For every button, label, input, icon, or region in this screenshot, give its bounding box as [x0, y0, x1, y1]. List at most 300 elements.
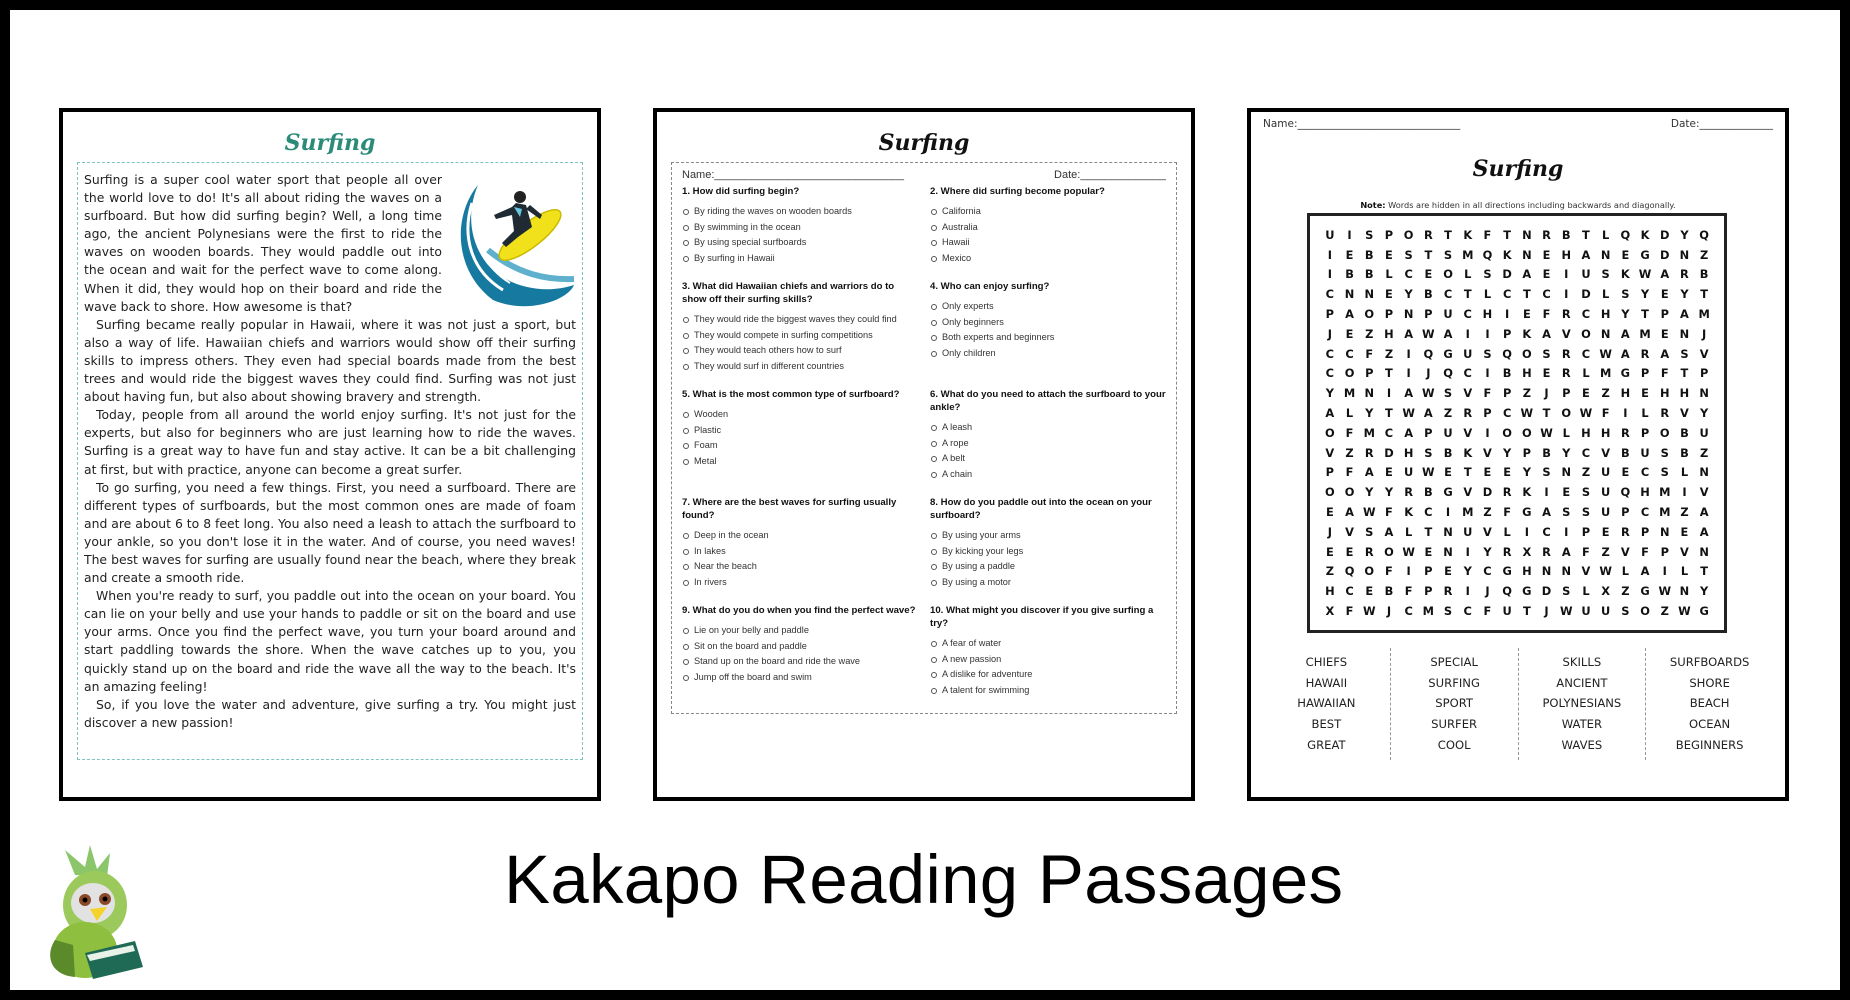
grid-letter[interactable]: M [1639, 326, 1651, 341]
grid-letter[interactable]: U [1699, 425, 1709, 440]
grid-letter[interactable]: C [1404, 267, 1413, 282]
grid-letter[interactable]: O [1344, 366, 1355, 381]
grid-letter[interactable]: G [1640, 584, 1650, 599]
grid-letter[interactable]: N [1600, 247, 1611, 262]
grid-letter[interactable]: K [1522, 485, 1532, 500]
grid-letter[interactable]: L [1385, 267, 1393, 282]
grid-letter[interactable]: J [1485, 584, 1490, 599]
grid-letter[interactable]: D [1660, 227, 1670, 242]
grid-letter[interactable]: N [1541, 564, 1552, 579]
grid-letter[interactable]: F [1345, 425, 1354, 440]
grid-letter[interactable]: A [1699, 505, 1709, 520]
grid-letter[interactable]: S [1660, 445, 1669, 460]
grid-letter[interactable]: W [1599, 564, 1612, 579]
grid-letter[interactable]: C [1424, 505, 1433, 520]
grid-letter[interactable]: I [1465, 584, 1470, 599]
grid-letter[interactable]: V [1325, 445, 1335, 460]
grid-letter[interactable]: U [1581, 267, 1591, 282]
grid-letter[interactable]: A [1522, 267, 1532, 282]
grid-letter[interactable]: R [1364, 445, 1374, 460]
grid-letter[interactable]: X [1325, 604, 1335, 619]
grid-letter[interactable]: G [1443, 346, 1453, 361]
grid-letter[interactable]: B [1424, 287, 1433, 302]
answer-option[interactable]: Only experts [930, 299, 1166, 315]
grid-letter[interactable]: F [1404, 584, 1413, 599]
grid-letter[interactable]: S [1365, 524, 1374, 539]
grid-letter[interactable]: T [1424, 247, 1433, 262]
grid-letter[interactable]: P [1325, 465, 1335, 480]
grid-letter[interactable]: A [1404, 425, 1414, 440]
grid-letter[interactable]: E [1621, 247, 1630, 262]
grid-letter[interactable]: G [1502, 564, 1512, 579]
grid-letter[interactable]: P [1640, 425, 1650, 440]
grid-letter[interactable]: I [1465, 326, 1470, 341]
grid-letter[interactable]: V [1620, 544, 1630, 559]
grid-letter[interactable]: H [1659, 386, 1670, 401]
grid-letter[interactable]: A [1680, 307, 1689, 322]
grid-letter[interactable]: V [1345, 524, 1354, 539]
grid-letter[interactable]: U [1443, 307, 1453, 322]
grid-letter[interactable]: I [1485, 326, 1490, 341]
grid-letter[interactable]: O [1561, 406, 1572, 421]
grid-letter[interactable]: A [1561, 544, 1571, 559]
grid-letter[interactable]: D [1660, 247, 1670, 262]
grid-letter[interactable]: P [1384, 227, 1394, 242]
grid-letter[interactable]: S [1542, 465, 1551, 480]
grid-letter[interactable]: D [1502, 267, 1512, 282]
grid-letter[interactable]: S [1562, 505, 1571, 520]
grid-letter[interactable]: Y [1503, 445, 1512, 460]
grid-letter[interactable]: N [1659, 524, 1670, 539]
grid-letter[interactable]: E [1345, 247, 1354, 262]
grid-letter[interactable]: H [1403, 445, 1414, 460]
grid-letter[interactable]: P [1424, 425, 1433, 440]
answer-option[interactable]: By using a motor [930, 575, 1166, 591]
grid-letter[interactable]: U [1581, 604, 1591, 619]
grid-letter[interactable]: U [1463, 524, 1473, 539]
grid-letter[interactable]: C [1581, 346, 1591, 361]
grid-letter[interactable]: N [1522, 227, 1532, 242]
grid-letter[interactable]: C [1483, 564, 1492, 579]
grid-letter[interactable]: Y [1365, 406, 1374, 421]
grid-letter[interactable]: R [1463, 406, 1473, 421]
grid-letter[interactable]: N [1443, 524, 1453, 539]
grid-letter[interactable]: Y [1621, 307, 1630, 322]
grid-letter[interactable]: J [1386, 604, 1392, 619]
answer-option[interactable]: Plastic [682, 423, 918, 439]
answer-option[interactable]: Stand up on the board and ride the wave [682, 654, 918, 670]
grid-letter[interactable]: D [1581, 287, 1591, 302]
grid-letter[interactable]: C [1542, 287, 1551, 302]
grid-letter[interactable]: N [1699, 386, 1709, 401]
grid-letter[interactable]: T [1463, 287, 1472, 302]
grid-letter[interactable]: E [1444, 564, 1452, 579]
grid-letter[interactable]: T [1522, 604, 1531, 619]
grid-letter[interactable]: V [1699, 346, 1709, 361]
grid-letter[interactable]: E [1503, 465, 1512, 480]
grid-letter[interactable]: F [1345, 604, 1354, 619]
grid-letter[interactable]: R [1561, 307, 1571, 322]
grid-letter[interactable]: H [1600, 307, 1611, 322]
answer-option[interactable]: A dislike for adventure [930, 667, 1166, 683]
grid-letter[interactable]: N [1679, 584, 1690, 599]
grid-letter[interactable]: Z [1325, 564, 1334, 579]
grid-letter[interactable]: I [1465, 544, 1470, 559]
grid-letter[interactable]: L [1562, 425, 1570, 440]
grid-letter[interactable]: L [1680, 465, 1689, 480]
grid-letter[interactable]: T [1385, 366, 1393, 381]
answer-option[interactable]: Australia [930, 220, 1166, 236]
grid-letter[interactable]: Z [1601, 544, 1610, 559]
grid-letter[interactable]: Z [1700, 445, 1709, 460]
grid-letter[interactable]: E [1680, 524, 1689, 539]
answer-option[interactable]: A chain [930, 467, 1166, 483]
grid-letter[interactable]: K [1404, 505, 1414, 520]
answer-option[interactable]: By using special surfboards [682, 235, 918, 251]
grid-letter[interactable]: C [1463, 366, 1472, 381]
grid-letter[interactable]: I [1623, 406, 1628, 421]
grid-letter[interactable]: N [1679, 326, 1690, 341]
grid-letter[interactable]: Y [1325, 386, 1334, 401]
grid-letter[interactable]: E [1542, 247, 1551, 262]
grid-letter[interactable]: D [1482, 485, 1493, 500]
grid-letter[interactable]: B [1680, 425, 1689, 440]
grid-letter[interactable]: Q [1699, 227, 1709, 242]
grid-letter[interactable]: Z [1365, 326, 1374, 341]
grid-letter[interactable]: I [1406, 564, 1411, 579]
grid-letter[interactable]: L [1483, 287, 1492, 302]
grid-letter[interactable]: J [1327, 524, 1332, 539]
grid-letter[interactable]: Y [1384, 485, 1394, 500]
grid-letter[interactable]: Q [1482, 247, 1493, 262]
grid-letter[interactable]: L [1464, 267, 1472, 282]
grid-letter[interactable]: L [1345, 406, 1354, 421]
grid-letter[interactable]: S [1621, 287, 1630, 302]
grid-letter[interactable]: E [1325, 505, 1334, 520]
answer-option[interactable]: A new passion [930, 652, 1166, 668]
grid-letter[interactable]: E [1483, 465, 1492, 480]
grid-letter[interactable]: V [1483, 524, 1492, 539]
grid-letter[interactable]: E [1365, 584, 1374, 599]
grid-letter[interactable]: Y [1522, 465, 1531, 480]
grid-letter[interactable]: E [1660, 287, 1669, 302]
grid-letter[interactable]: M [1698, 307, 1710, 322]
grid-letter[interactable]: I [1682, 485, 1687, 500]
grid-letter[interactable]: E [1562, 485, 1571, 500]
grid-letter[interactable]: V [1581, 564, 1591, 579]
grid-letter[interactable]: S [1581, 505, 1591, 520]
answer-option[interactable]: Near the beach [682, 559, 918, 575]
grid-letter[interactable]: P [1365, 366, 1374, 381]
grid-letter[interactable]: O [1364, 564, 1375, 579]
grid-letter[interactable]: A [1660, 346, 1670, 361]
grid-letter[interactable]: H [1620, 386, 1631, 401]
grid-letter[interactable]: S [1680, 346, 1689, 361]
grid-letter[interactable]: H [1679, 386, 1690, 401]
grid-letter[interactable]: I [1485, 366, 1490, 381]
grid-letter[interactable]: F [1365, 346, 1374, 361]
grid-letter[interactable]: G [1620, 366, 1631, 381]
grid-letter[interactable]: H [1522, 564, 1532, 579]
grid-letter[interactable]: R [1542, 227, 1551, 242]
grid-letter[interactable]: S [1483, 346, 1492, 361]
grid-letter[interactable]: T [1385, 406, 1393, 421]
grid-letter[interactable]: L [1582, 584, 1590, 599]
grid-letter[interactable]: W [1599, 346, 1612, 361]
grid-letter[interactable]: V [1561, 326, 1571, 341]
grid-letter[interactable]: R [1404, 485, 1414, 500]
grid-letter[interactable]: J [1544, 386, 1549, 401]
grid-letter[interactable]: O [1659, 425, 1670, 440]
grid-letter[interactable]: V [1680, 544, 1689, 559]
answer-option[interactable]: Wooden [682, 407, 918, 423]
grid-letter[interactable]: Y [1483, 544, 1492, 559]
grid-letter[interactable]: A [1364, 465, 1374, 480]
answer-option[interactable]: A leash [930, 420, 1166, 436]
grid-letter[interactable]: I [1564, 267, 1569, 282]
grid-letter[interactable]: B [1502, 366, 1512, 381]
grid-letter[interactable]: H [1482, 307, 1493, 322]
grid-letter[interactable]: H [1522, 366, 1532, 381]
grid-letter[interactable]: Z [1345, 445, 1354, 460]
grid-letter[interactable]: W [1638, 267, 1652, 282]
grid-letter[interactable]: D [1541, 584, 1552, 599]
grid-letter[interactable]: F [1503, 505, 1512, 520]
grid-letter[interactable]: C [1325, 366, 1335, 381]
grid-letter[interactable]: F [1483, 386, 1492, 401]
grid-letter[interactable]: R [1620, 524, 1630, 539]
grid-letter[interactable]: C [1463, 307, 1472, 322]
grid-letter[interactable]: S [1581, 485, 1591, 500]
grid-letter[interactable]: C [1502, 406, 1512, 421]
grid-letter[interactable]: H [1384, 326, 1394, 341]
grid-letter[interactable]: Y [1640, 287, 1650, 302]
grid-letter[interactable]: G [1522, 505, 1532, 520]
grid-letter[interactable]: E [1542, 267, 1551, 282]
grid-letter[interactable]: P [1621, 505, 1630, 520]
grid-letter[interactable]: E [1641, 386, 1649, 401]
answer-option[interactable]: By surfing in Hawaii [682, 251, 918, 267]
grid-letter[interactable]: E [1385, 287, 1393, 302]
grid-letter[interactable]: N [1561, 465, 1572, 480]
grid-letter[interactable]: I [1564, 524, 1569, 539]
grid-letter[interactable]: G [1522, 584, 1532, 599]
grid-letter[interactable]: O [1364, 307, 1375, 322]
grid-letter[interactable]: W [1422, 386, 1435, 401]
grid-letter[interactable]: O [1325, 485, 1335, 500]
answer-option[interactable]: Hawaii [930, 235, 1166, 251]
grid-letter[interactable]: O [1581, 326, 1591, 341]
grid-letter[interactable]: T [1522, 287, 1531, 302]
grid-letter[interactable]: S [1404, 247, 1413, 262]
grid-letter[interactable]: W [1422, 326, 1435, 341]
grid-letter[interactable]: R [1443, 584, 1453, 599]
grid-letter[interactable]: Q [1502, 584, 1512, 599]
grid-letter[interactable]: W [1540, 425, 1553, 440]
grid-letter[interactable]: V [1483, 445, 1492, 460]
grid-letter[interactable]: C [1443, 287, 1453, 302]
grid-letter[interactable]: O [1344, 485, 1355, 500]
grid-letter[interactable]: E [1385, 247, 1393, 262]
grid-letter[interactable]: S [1443, 386, 1453, 401]
grid-letter[interactable]: Y [1700, 406, 1709, 421]
grid-letter[interactable]: Y [1404, 287, 1413, 302]
grid-letter[interactable]: B [1621, 445, 1630, 460]
grid-letter[interactable]: Y [1463, 564, 1472, 579]
grid-letter[interactable]: Q [1423, 346, 1434, 361]
grid-letter[interactable]: S [1424, 445, 1433, 460]
grid-letter[interactable]: R [1502, 485, 1512, 500]
grid-letter[interactable]: V [1463, 485, 1473, 500]
grid-letter[interactable]: W [1520, 406, 1534, 421]
grid-letter[interactable]: V [1699, 485, 1709, 500]
grid-letter[interactable]: Z [1700, 247, 1709, 262]
grid-letter[interactable]: C [1463, 604, 1472, 619]
grid-letter[interactable]: T [1700, 564, 1709, 579]
grid-letter[interactable]: P [1483, 406, 1492, 421]
grid-letter[interactable]: Z [1621, 584, 1630, 599]
grid-letter[interactable]: B [1699, 267, 1709, 282]
grid-letter[interactable]: R [1660, 406, 1670, 421]
grid-letter[interactable]: V [1463, 425, 1473, 440]
grid-letter[interactable]: S [1660, 465, 1669, 480]
grid-letter[interactable]: P [1325, 307, 1335, 322]
grid-letter[interactable]: R [1561, 346, 1571, 361]
grid-letter[interactable]: W [1402, 406, 1415, 421]
grid-letter[interactable]: I [1662, 564, 1667, 579]
answer-option[interactable]: Foam [682, 438, 918, 454]
grid-letter[interactable]: M [1363, 425, 1375, 440]
grid-letter[interactable]: U [1325, 227, 1335, 242]
grid-letter[interactable]: C [1404, 604, 1413, 619]
grid-letter[interactable]: H [1325, 584, 1335, 599]
grid-letter[interactable]: A [1581, 247, 1591, 262]
grid-letter[interactable]: M [1462, 505, 1474, 520]
grid-letter[interactable]: I [1406, 366, 1411, 381]
grid-letter[interactable]: V [1680, 406, 1689, 421]
grid-letter[interactable]: I [1544, 485, 1549, 500]
grid-letter[interactable]: Z [1384, 346, 1394, 361]
grid-letter[interactable]: P [1424, 584, 1433, 599]
grid-letter[interactable]: U [1601, 465, 1611, 480]
grid-letter[interactable]: E [1385, 465, 1393, 480]
answer-option[interactable]: Both experts and beginners [930, 330, 1166, 346]
grid-letter[interactable]: N [1344, 287, 1355, 302]
grid-letter[interactable]: Y [1365, 485, 1374, 500]
grid-letter[interactable]: N [1699, 544, 1709, 559]
grid-letter[interactable]: U [1443, 425, 1453, 440]
grid-letter[interactable]: R [1502, 544, 1512, 559]
grid-letter[interactable]: T [1503, 227, 1512, 242]
grid-letter[interactable]: W [1579, 406, 1593, 421]
grid-letter[interactable]: M [1599, 366, 1612, 381]
grid-letter[interactable]: M [1462, 247, 1474, 262]
grid-letter[interactable]: E [1345, 326, 1354, 341]
answer-option[interactable]: A rope [930, 436, 1166, 452]
grid-letter[interactable]: C [1325, 346, 1335, 361]
grid-letter[interactable]: E [1660, 326, 1669, 341]
grid-letter[interactable]: B [1561, 227, 1571, 242]
grid-letter[interactable]: A [1620, 346, 1630, 361]
grid-letter[interactable]: R [1364, 544, 1374, 559]
grid-letter[interactable]: U [1601, 505, 1611, 520]
grid-letter[interactable]: D [1384, 445, 1394, 460]
grid-letter[interactable]: I [1386, 386, 1392, 401]
grid-letter[interactable]: A [1325, 406, 1335, 421]
grid-letter[interactable]: A [1542, 505, 1551, 520]
grid-letter[interactable]: E [1424, 267, 1433, 282]
grid-letter[interactable]: N [1364, 287, 1375, 302]
answer-option[interactable]: Only beginners [930, 315, 1166, 331]
grid-letter[interactable]: T [1680, 366, 1689, 381]
answer-option[interactable]: They would ride the biggest waves they could find [682, 312, 918, 328]
grid-letter[interactable]: A [1640, 564, 1650, 579]
grid-letter[interactable]: B [1364, 267, 1374, 282]
grid-letter[interactable]: N [1561, 564, 1572, 579]
grid-letter[interactable]: Q [1620, 485, 1631, 500]
answer-option[interactable]: Lie on your belly and paddle [682, 623, 918, 639]
answer-option[interactable]: By using your arms [930, 528, 1166, 544]
grid-letter[interactable]: U [1404, 465, 1414, 480]
grid-letter[interactable]: T [1424, 524, 1433, 539]
grid-letter[interactable]: P [1581, 524, 1591, 539]
grid-letter[interactable]: C [1384, 425, 1394, 440]
grid-letter[interactable]: F [1483, 604, 1492, 619]
grid-letter[interactable]: U [1601, 604, 1611, 619]
grid-letter[interactable]: I [1445, 505, 1451, 520]
grid-letter[interactable]: M [1422, 604, 1435, 619]
grid-letter[interactable]: L [1621, 564, 1629, 579]
answer-option[interactable]: A fear of water [930, 636, 1166, 652]
grid-letter[interactable]: O [1325, 425, 1335, 440]
grid-letter[interactable]: U [1640, 445, 1650, 460]
answer-option[interactable]: Sit on the board and paddle [682, 639, 918, 655]
answer-option[interactable]: In rivers [682, 575, 918, 591]
answer-option[interactable]: By swimming in the ocean [682, 220, 918, 236]
grid-letter[interactable]: N [1679, 247, 1690, 262]
grid-letter[interactable]: T [1582, 227, 1590, 242]
grid-letter[interactable]: S [1542, 346, 1551, 361]
grid-letter[interactable]: C [1345, 584, 1354, 599]
grid-letter[interactable]: Q [1344, 564, 1355, 579]
grid-letter[interactable]: P [1384, 307, 1394, 322]
grid-letter[interactable]: P [1562, 386, 1571, 401]
grid-letter[interactable]: E [1522, 307, 1531, 322]
answer-option[interactable]: By using a paddle [930, 559, 1166, 575]
grid-letter[interactable]: A [1443, 326, 1453, 341]
grid-letter[interactable]: L [1602, 227, 1610, 242]
grid-letter[interactable]: C [1345, 346, 1354, 361]
grid-letter[interactable]: O [1502, 425, 1512, 440]
grid-letter[interactable]: E [1601, 524, 1610, 539]
grid-letter[interactable]: G [1640, 247, 1650, 262]
grid-letter[interactable]: L [1503, 524, 1511, 539]
grid-letter[interactable]: N [1364, 386, 1375, 401]
grid-letter[interactable]: F [1660, 366, 1669, 381]
grid-letter[interactable]: A [1384, 524, 1394, 539]
grid-letter[interactable]: B [1384, 584, 1394, 599]
grid-letter[interactable]: M [1659, 505, 1671, 520]
grid-letter[interactable]: I [1564, 287, 1569, 302]
grid-letter[interactable]: I [1347, 227, 1352, 242]
grid-letter[interactable]: F [1483, 227, 1492, 242]
grid-letter[interactable]: Z [1581, 465, 1591, 480]
grid-letter[interactable]: Z [1483, 505, 1492, 520]
grid-letter[interactable]: P [1502, 326, 1512, 341]
grid-letter[interactable]: W [1422, 465, 1435, 480]
grid-letter[interactable]: X [1522, 544, 1532, 559]
grid-letter[interactable]: H [1600, 425, 1611, 440]
